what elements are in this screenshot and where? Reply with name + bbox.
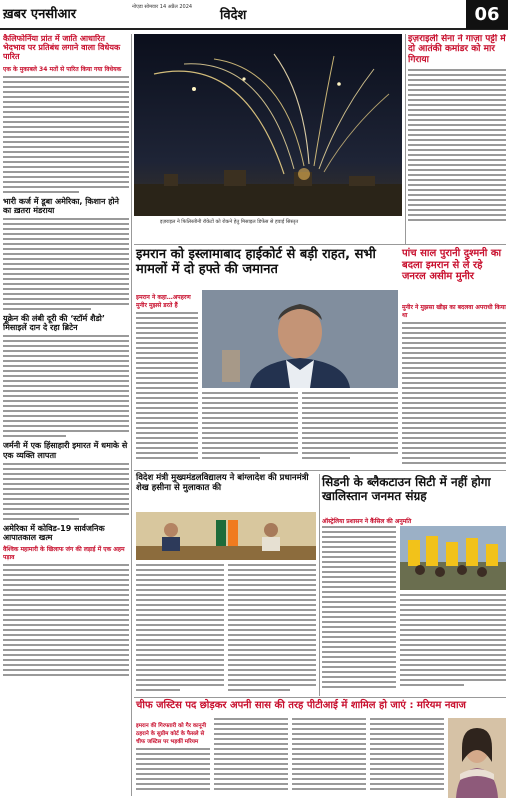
right-column [408,34,506,244]
meeting-photo [136,512,316,560]
sheikh-hasina-headline: विदेश मंत्री मुख्यमंडलविद्यालय ने बांग्लादेश की प्रधानमंत्री शेख हसीना से मुलाकात की [136,473,309,493]
kishan-headline: भारी कर्ज में डूबा अमेरिका, कि़शान होने का ख़तरा मंडराया [3,196,119,215]
masthead [0,0,508,30]
page-number: 06 [466,0,508,29]
sheikh-hasina-text-column [136,564,224,694]
imran-bail-text-column-3 [302,392,398,465]
sydney-text-column [322,526,396,694]
maryam-headline: चीफ जस्टिस पद छोड़कर अपनी सास की तरह पीटीआई में शामिल हो जाएं : मरियम नवाज [136,700,466,711]
imran-bail-text-column-2 [202,392,298,465]
maryam-portrait-illustration [448,718,506,798]
maryam-text-column-2 [214,718,288,798]
missile-defense-photo [134,34,402,216]
munir-headline: पांच साल पुरानी दुश्मनी का बदला इमरान से ले रहे जनरल असीम मुनीर [402,248,502,282]
row-rule-1 [134,244,506,245]
imran-bail-subhead: इमरान ने कहा…अपहरण मुनीर मुझसे डरते हैं [136,294,191,309]
sheikh-hasina-body-2 [228,564,316,691]
night-sky-missile-trails [134,34,402,216]
sheikh-hasina-text-column-2 [228,564,316,694]
munir-subhead: मुनीर ने मुझसा खीझ का बदलवा अपराधी किया था [402,304,506,319]
munir-text-column [402,300,506,465]
california-subhead: एक के मुकाबले 34 मतों से पारित किया गया विधेयक [3,65,122,73]
maryam-body-1 [136,748,210,790]
portrait-illustration [202,290,398,388]
date-line: नोएडा सोमवार 14 अप्रैल 2024 [132,4,193,10]
row-rule-3 [134,697,506,698]
maryam-body-3 [292,718,366,790]
sydney-headline: सिडनी के ब्लैकटाउन सिटी में नहीं होगा खालिस्तान जनमत संग्रह [322,475,491,503]
sydney-subhead: ऑस्ट्रेलिया प्रशासन ने कैंसिल की अनुमति [322,518,412,525]
germany-body [3,463,129,520]
imran-bail-headline: इमरान को इस्लामाबाद हाईकोर्ट से बड़ी राहत, सभी मामलों में दो हफ्ते की जमानत [136,247,376,277]
munir-body [402,322,506,464]
newspaper-logo: ख़बर एनसीआर [3,7,77,22]
california-body [3,76,129,193]
california-headline: कैलिफोर्निया प्रांत में जाति आधारित भेदभाव पर प्रतिबंध लगाने वाला विधेयक पारित [3,34,121,62]
israel-headline: इज़राइली सेना ने गाज़ा पट्टी में दो आतंकी कमांडर को मार गिराया [408,34,506,65]
maryam-body-4 [370,718,444,790]
germany-headline: जर्मनी में एक हिंसाहारी इमारत में धमाके से एक व्यक्ति लापता [3,441,128,460]
column-rule-mid [319,474,320,696]
covid-headline: अमेरिका में कोविड-19 सार्वजनिक आपातकाल खत्म [3,523,105,542]
khalistan-rally-photo [400,526,506,590]
maryam-nawaz-photo [448,718,506,798]
ukraine-headline: यूक्रेन की लंबी दूरी की ‘स्टॉर्म शैडो’ मिसाइलें दान दे रहा ब्रिटेन [3,313,105,333]
imran-bail-text-column [136,290,198,465]
imran-bail-body-1 [136,312,198,459]
left-column [3,34,129,796]
kishan-body [3,218,129,310]
israel-body [408,69,506,221]
sydney-text-column-2 [400,594,506,694]
section-title: विदेश [220,8,247,23]
maryam-body-2 [214,718,288,790]
row-rule-2 [134,470,506,471]
sheikh-hasina-body-1 [136,564,224,691]
covid-body [3,564,129,676]
maryam-text-column [136,718,210,798]
sydney-body-2 [400,594,506,686]
imran-bail-body-2 [202,392,298,459]
maryam-text-column-4 [370,718,444,798]
maryam-subhead: इमरान की गिरफ्तारी को गैर कानूनी ठहराने के सुप्रीम कोर्ट के फैसले से चीफ जस्टिस पर भड़कीं मरियम [136,723,207,745]
column-rule-left [131,34,132,796]
photo-caption: इज़राइल ने फिलिस्तीनी रॉकेटों को रोकने हेतु मिसाइल डिफेंस से हवाई सिस्तृत [160,219,299,225]
maryam-text-column-3 [292,718,366,798]
imran-khan-photo [202,290,398,388]
column-rule-right-top [405,34,406,244]
ukraine-body [3,335,129,437]
sydney-body-1 [322,526,396,688]
covid-subhead: वैश्विक महामारी के खिलाफ जंग की लड़ाई में एक अहम पड़ाव [3,546,125,562]
rally-illustration [400,526,506,590]
meeting-illustration [136,512,316,560]
imran-bail-body-3 [302,392,398,459]
